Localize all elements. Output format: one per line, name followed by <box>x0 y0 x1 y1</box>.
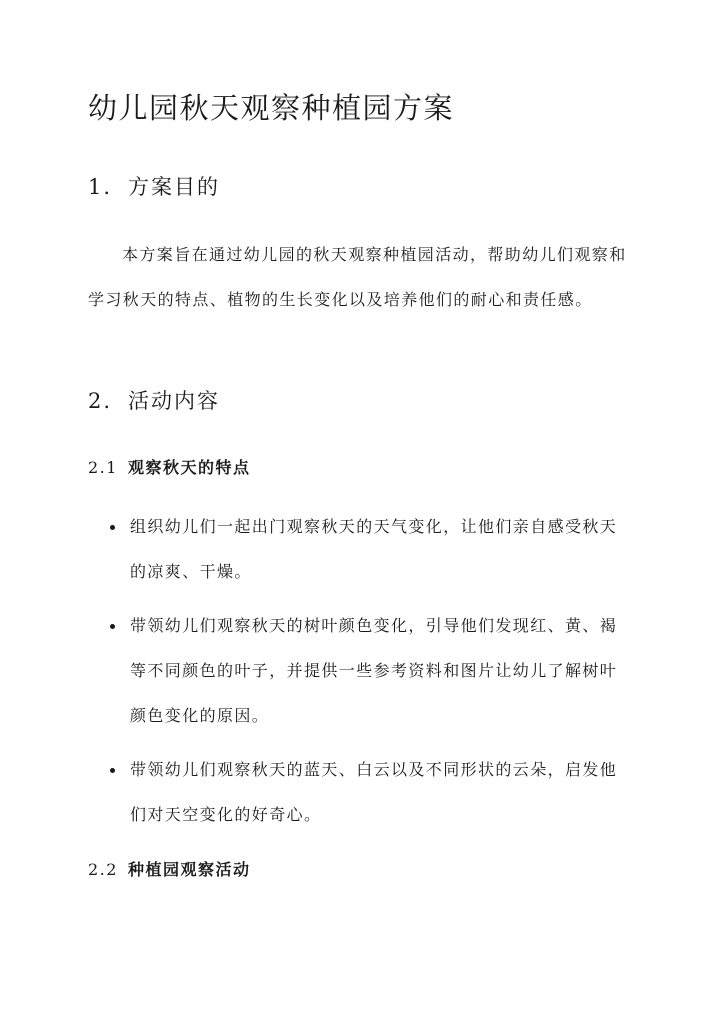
subsection-title: 观察秋天的特点 <box>127 458 251 477</box>
section-title: 活动内容 <box>128 389 221 413</box>
section-number: 1. <box>88 175 113 199</box>
subsection-heading-autumn-features <box>88 455 250 481</box>
section-heading-activities <box>88 386 220 416</box>
list-item-text: 组织幼儿们一起出门观察秋天的天气变化，让他们亲自感受秋天的凉爽、干燥。 <box>130 517 618 581</box>
list-item-text: 带领幼儿们观察秋天的树叶颜色变化，引导他们发现红、黄、褐等不同颜色的叶子，并提供一些参考资料和图片让幼儿了解树叶颜色变化的原因。 <box>130 616 618 725</box>
list-item <box>110 603 630 738</box>
section-title: 方案目的 <box>128 175 221 199</box>
purpose-paragraph: 本方案旨在通过幼儿园的秋天观察种植园活动，帮助幼儿们观察和学习秋天的特点、植物的生长变化以及培养他们的耐心和责任感。 <box>88 245 627 309</box>
bullet-icon <box>110 624 115 629</box>
section-heading-purpose <box>88 172 220 202</box>
document-title: 幼儿园秋天观察种植园方案 <box>88 91 455 125</box>
subsection-heading-garden-observation <box>88 857 250 883</box>
subsection-title: 种植园观察活动 <box>127 860 251 879</box>
bullet-icon <box>110 768 115 773</box>
list-item <box>110 747 630 837</box>
list-item <box>110 504 630 594</box>
subsection-number: 2.2 <box>88 860 118 879</box>
subsection-number: 2.1 <box>88 458 118 477</box>
bullet-icon <box>110 525 115 530</box>
list-item-text: 带领幼儿们观察秋天的蓝天、白云以及不同形状的云朵，启发他们对天空变化的好奇心。 <box>130 760 618 824</box>
section-number: 2. <box>88 389 113 413</box>
